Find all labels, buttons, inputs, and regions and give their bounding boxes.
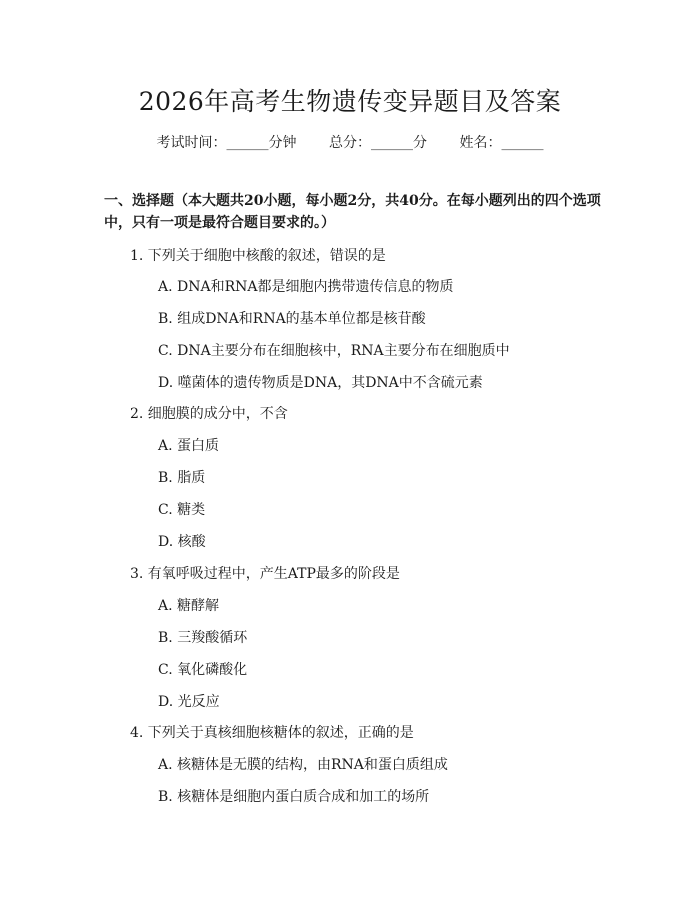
question-4-stem: 4. 下列关于真核细胞核糖体的叙述，正确的是 <box>130 725 414 741</box>
total-score-field: 总分：______分 <box>329 135 427 151</box>
question-2-stem: 2. 细胞膜的成分中，不含 <box>130 406 288 422</box>
question-3-option-b: B. 三羧酸循环 <box>158 630 248 646</box>
exam-info-line <box>0 132 700 152</box>
question-1-option-d: D. 噬菌体的遗传物质是DNA，其DNA中不含硫元素 <box>158 375 483 391</box>
question-3-stem: 3. 有氧呼吸过程中，产生ATP最多的阶段是 <box>130 566 400 582</box>
question-1-option-a: A. DNA和RNA都是细胞内携带遗传信息的物质 <box>158 279 454 295</box>
section-heading: 一、选择题（本大题共20小题，每小题2分，共40分。在每小题列出的四个选项中，只有一项是最符合题目要求的。） <box>104 193 601 231</box>
question-2-option-b: B. 脂质 <box>158 470 206 486</box>
question-1-option-b: B. 组成DNA和RNA的基本单位都是核苷酸 <box>158 311 426 327</box>
question-2-option-c: C. 糖类 <box>158 502 206 518</box>
question-1-option-c: C. DNA主要分布在细胞核中，RNA主要分布在细胞质中 <box>158 343 510 359</box>
question-4-option-b: B. 核糖体是细胞内蛋白质合成和加工的场所 <box>158 789 430 805</box>
student-name-field: 姓名：______ <box>459 135 544 151</box>
question-3-option-a: A. 糖酵解 <box>158 598 220 614</box>
question-3-option-d: D. 光反应 <box>158 694 220 710</box>
question-1-stem: 1. 下列关于细胞中核酸的叙述，错误的是 <box>130 248 386 264</box>
question-2-option-d: D. 核酸 <box>158 534 206 550</box>
question-2-option-a: A. 蛋白质 <box>158 438 220 454</box>
page-title: 2026年高考生物遗传变异题目及答案 <box>138 87 562 116</box>
question-3-option-c: C. 氧化磷酸化 <box>158 662 248 678</box>
exam-time-field: 考试时间：______分钟 <box>156 135 297 151</box>
question-4-option-a: A. 核糖体是无膜的结构，由RNA和蛋白质组成 <box>158 757 448 773</box>
